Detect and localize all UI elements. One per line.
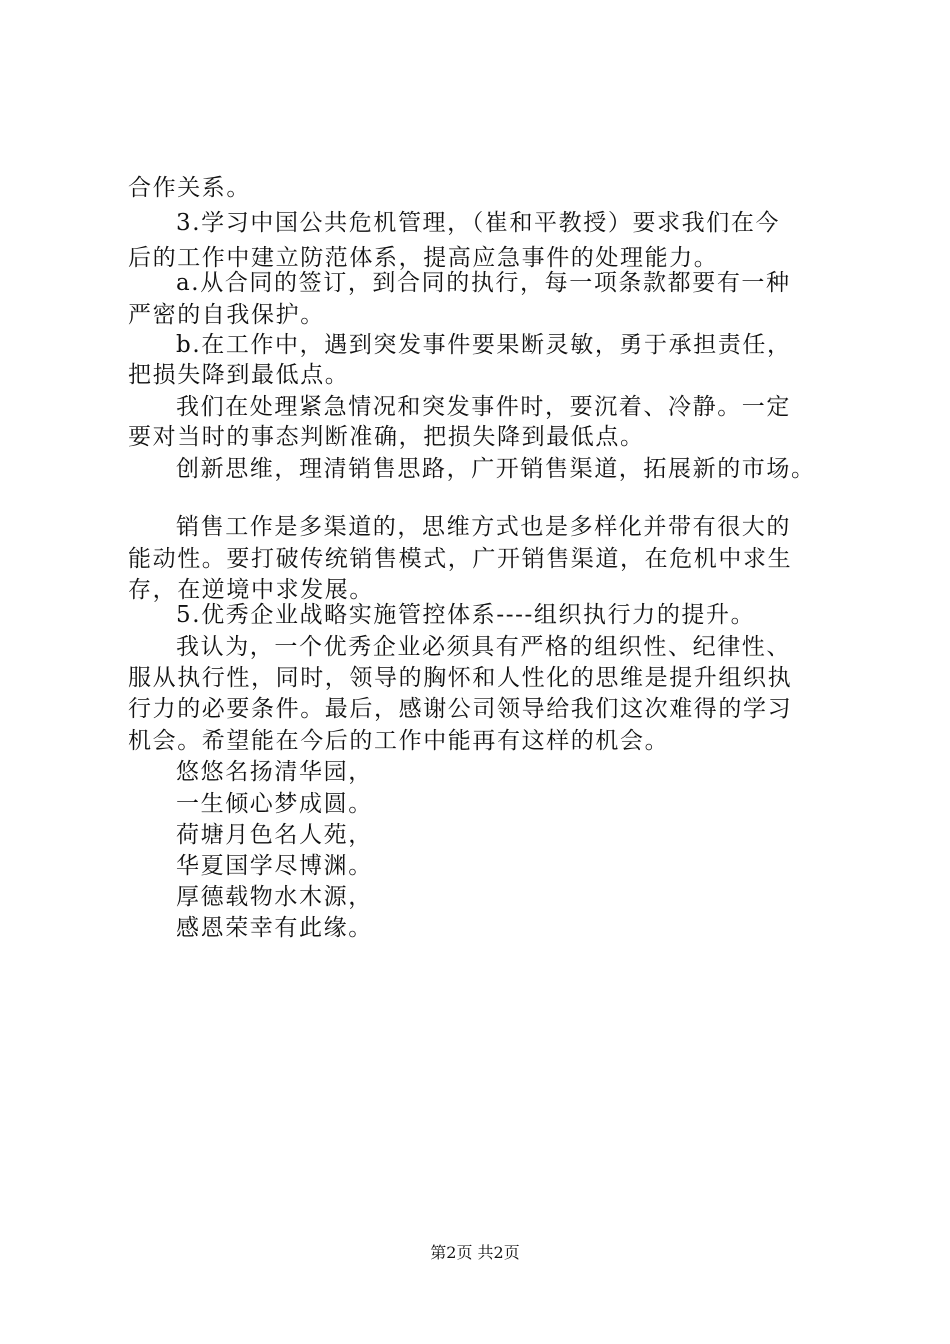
text-line: 我们在处理紧急情况和突发事件时，要沉着、冷静。一定 bbox=[176, 394, 791, 420]
poem-line: 悠悠名扬清华园， bbox=[176, 759, 373, 785]
text-line: 后的工作中建立防范体系，提高应急事件的处理能力。 bbox=[128, 245, 719, 271]
text-line: 合作关系。 bbox=[128, 175, 251, 201]
text-line: 要对当时的事态判断准确，把损失降到最低点。 bbox=[128, 424, 645, 450]
text-line: 存，在逆境中求发展。 bbox=[128, 577, 374, 603]
poem-line: 华夏国学尽博渊。 bbox=[176, 853, 373, 879]
text-line: 5.优秀企业战略实施管控体系----组织执行力的提升。 bbox=[176, 602, 756, 628]
text-line: 严密的自我保护。 bbox=[128, 302, 325, 328]
text-line: 能动性。要打破传统销售模式，广开销售渠道，在危机中求生 bbox=[128, 546, 793, 572]
text-line: 创新思维，理清销售思路，广开销售渠道，拓展新的市场。 bbox=[176, 456, 816, 482]
poem-line: 厚德载物水木源， bbox=[176, 884, 373, 910]
text-line: 我认为，一个优秀企业必须具有严格的组织性、纪律性、 bbox=[176, 634, 791, 660]
text-line: 行力的必要条件。最后，感谢公司领导给我们这次难得的学习 bbox=[128, 696, 793, 722]
text-line: a.从合同的签订，到合同的执行，每一项条款都要有一种 bbox=[176, 270, 791, 296]
text-line: 机会。希望能在今后的工作中能再有这样的机会。 bbox=[128, 728, 670, 754]
text-line: 销售工作是多渠道的，思维方式也是多样化并带有很大的 bbox=[176, 514, 791, 540]
poem-line: 一生倾心梦成圆。 bbox=[176, 791, 373, 817]
text-line: 把损失降到最低点。 bbox=[128, 362, 350, 388]
text-line: 3.学习中国公共危机管理，（崔和平教授）要求我们在今 bbox=[176, 210, 781, 236]
text-line: b.在工作中，遇到突发事件要果断灵敏，勇于承担责任， bbox=[176, 332, 792, 358]
text-line: 服从执行性，同时，领导的胸怀和人性化的思维是提升组织执 bbox=[128, 665, 793, 691]
poem-line: 荷塘月色名人苑， bbox=[176, 822, 373, 848]
poem-line: 感恩荣幸有此缘。 bbox=[176, 915, 373, 941]
page-number-footer: 第2页 共2页 bbox=[430, 1243, 520, 1262]
